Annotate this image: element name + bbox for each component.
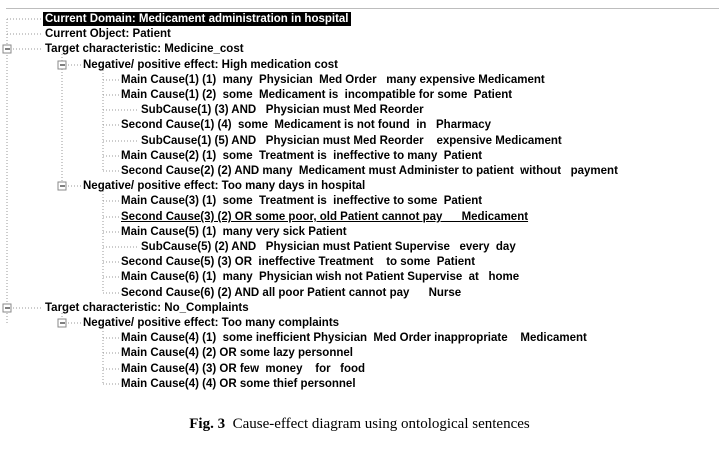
- tree-node-label[interactable]: Second Cause(6) (2) AND all poor Patient cannot pay Nurse: [121, 287, 462, 299]
- collapse-toggle[interactable]: [58, 61, 66, 69]
- tree-node-label[interactable]: Main Cause(4) (3) OR few money for food: [121, 363, 366, 375]
- tree-node-label[interactable]: Target characteristic: No_Complaints: [45, 302, 249, 314]
- tree-node-label[interactable]: Main Cause(1) (2) some Medicament is incompatible for some Patient: [121, 89, 513, 101]
- tree-node-label[interactable]: Current Object: Patient: [45, 28, 171, 40]
- tree-node-label[interactable]: Negative/ positive effect: High medication cost: [83, 59, 338, 71]
- tree-node-label[interactable]: Current Domain: Medicament administration in hospital: [45, 13, 349, 25]
- collapse-toggle[interactable]: [58, 182, 66, 190]
- tree-node-label[interactable]: Main Cause(6) (1) many Physician wish not Patient Supervise at home: [121, 271, 520, 283]
- tree-node-label[interactable]: Second Cause(1) (4) some Medicament is not found in Pharmacy: [121, 119, 491, 131]
- collapse-toggle[interactable]: [58, 319, 66, 327]
- figure-caption: [0, 416, 719, 433]
- tree-node-label[interactable]: Main Cause(5) (1) many very sick Patient: [121, 226, 347, 238]
- tree-node-label[interactable]: Main Cause(4) (4) OR some thief personnel: [121, 378, 356, 390]
- tree-node-label[interactable]: Main Cause(3) (1) some Treatment is ineffective to some Patient: [121, 195, 483, 207]
- tree-node-label[interactable]: SubCause(1) (3) AND Physician must Med Reorder: [141, 104, 424, 116]
- tree-node-label[interactable]: SubCause(1) (5) AND Physician must Med Reorder expensive Medicament: [141, 135, 562, 147]
- tree-node-label[interactable]: Negative/ positive effect: Too many days in hospital: [83, 180, 366, 192]
- collapse-toggle[interactable]: [3, 304, 11, 312]
- tree-node-label[interactable]: Main Cause(1) (1) many Physician Med Order many expensive Medicament: [121, 74, 545, 86]
- figure-caption-text: Cause-effect diagram using ontological sentences: [225, 416, 530, 432]
- tree-node-label[interactable]: Second Cause(5) (3) OR ineffective Treatment to some Patient: [121, 256, 476, 268]
- figure-label: Fig. 3: [189, 416, 226, 432]
- tree-node-label[interactable]: Negative/ positive effect: Too many complaints: [83, 317, 340, 329]
- tree-node-label[interactable]: Main Cause(4) (2) OR some lazy personnel: [121, 347, 353, 359]
- tree-node-label[interactable]: Main Cause(4) (1) some inefficient Physician Med Order inappropriate Medicament: [121, 332, 587, 344]
- tree-node-label[interactable]: Second Cause(3) (2) OR some poor, old Patient cannot pay Medicament: [121, 211, 529, 223]
- tree-node-label[interactable]: SubCause(5) (2) AND Physician must Patient Supervise every day: [141, 241, 516, 253]
- tree-node-label[interactable]: Main Cause(2) (1) some Treatment is ineffective to many Patient: [121, 150, 483, 162]
- tree-node-label[interactable]: Second Cause(2) (2) AND many Medicament must Administer to patient without payment: [121, 165, 618, 177]
- collapse-toggle[interactable]: [3, 45, 11, 53]
- tree-node-label[interactable]: Target characteristic: Medicine_cost: [45, 43, 244, 55]
